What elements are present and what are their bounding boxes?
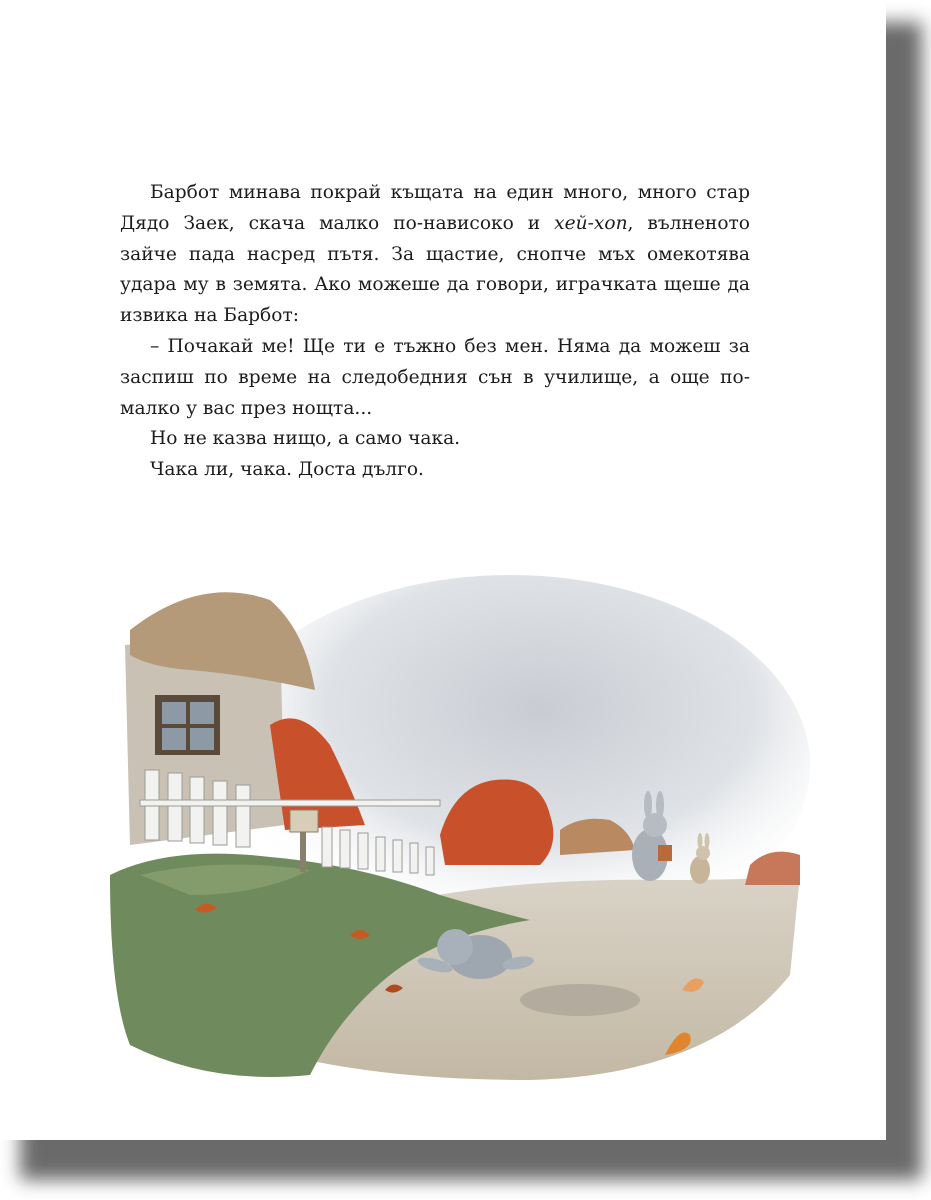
story-paragraph: Чака ли, чака. Доста дълго. (150, 459, 424, 481)
puddle (520, 984, 640, 1016)
story-illustration (110, 575, 810, 1090)
story-text (120, 178, 750, 486)
window-pane (162, 728, 186, 750)
story-paragraph: – Почакай ме! Ще ти е тъжно без мен. Няма да можеш за заспиш по време на следобедния сън в училище, а още по-малко у вас през нощта... (120, 335, 750, 419)
mailbox (290, 810, 318, 832)
mailbox-post (300, 832, 306, 872)
window-pane (190, 702, 214, 724)
window-pane (162, 702, 186, 724)
paragraph-text: Барбот минава покрай къщата на един много, много стар Дядо Заек, скача малко по-нависоко и (120, 182, 750, 234)
story-paragraph (120, 178, 750, 332)
italic-phrase: хей-хоп (554, 212, 628, 234)
window-pane (190, 728, 214, 750)
paragraph-text: , вълненото зайче пада насред пътя. За щастие, снопче мъх омекотява удара му в земята. Ако можеше да говори, играчката щеше да извика на Барбот: (120, 212, 750, 327)
story-paragraph: Но не казва нищо, а само чака. (150, 428, 461, 450)
